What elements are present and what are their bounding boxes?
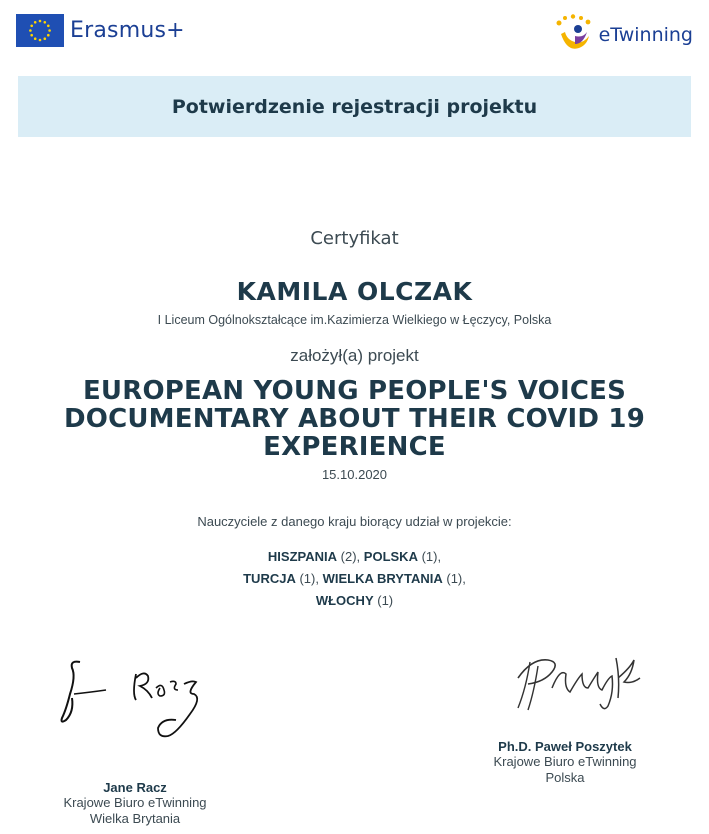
country-item: POLSKA (1), <box>363 549 442 564</box>
recipient-name: KAMILA OLCZAK <box>236 277 473 306</box>
country-count: (1) <box>299 571 316 586</box>
country-name: WIELKA BRYTANIA <box>322 571 443 586</box>
countries-line <box>0 568 709 590</box>
banner-title: Potwierdzenie rejestracji projektu <box>171 95 538 118</box>
country-count: (1) <box>421 549 438 564</box>
signatory-name: Ph.D. Paweł Poszytek <box>498 739 632 754</box>
country-item: HISZPANIA (2), <box>267 549 361 564</box>
country-name: HISZPANIA <box>267 549 338 564</box>
country-count: (1) <box>377 593 394 608</box>
country-name: WŁOCHY <box>315 593 374 608</box>
country-name: TURCJA <box>243 571 296 586</box>
country-count: (1) <box>446 571 463 586</box>
signature-left-image <box>52 654 212 754</box>
signatory-name: Jane Racz <box>103 780 167 795</box>
title-banner <box>18 76 691 137</box>
school-name: I Liceum Ogólnokształcące im.Kazimierza Wielkiego w Łęczycy, Polska <box>157 313 552 327</box>
country-item: WIELKA BRYTANIA (1), <box>322 571 466 586</box>
signatory-organization: Krajowe Biuro eTwinning <box>63 795 207 810</box>
signatory-organization: Krajowe Biuro eTwinning <box>493 754 637 769</box>
erasmus-wordmark: Erasmus+ <box>70 18 185 43</box>
country-count: (2) <box>340 549 357 564</box>
country-name: POLSKA <box>363 549 418 564</box>
countries-list <box>0 546 709 612</box>
project-title: EUROPEAN YOUNG PEOPLE'S VOICES DOCUMENTARY ABOUT THEIR COVID 19 EXPERIENCE <box>63 376 646 462</box>
erasmus-logo <box>16 14 185 47</box>
country-item: TURCJA (1), <box>243 571 319 586</box>
countries-line <box>0 590 709 612</box>
project-date: 15.10.2020 <box>321 467 388 482</box>
teachers-intro: Nauczyciele z danego kraju biorący udział w projekcie: <box>197 514 512 529</box>
signatory-right <box>470 739 660 786</box>
certificate-label: Certyfikat <box>310 228 399 249</box>
etwinning-wordmark: eTwinning <box>598 24 693 46</box>
eu-flag-icon <box>16 14 64 47</box>
signatory-left <box>40 780 230 827</box>
signatory-country: Wielka Brytania <box>89 811 181 826</box>
etwinning-logo <box>553 14 693 56</box>
signatory-country: Polska <box>545 770 585 785</box>
country-item <box>316 593 393 608</box>
etwinning-stars-icon <box>553 14 597 56</box>
signature-right-image <box>508 648 648 718</box>
founded-project-text: założył(a) projekt <box>290 346 419 365</box>
countries-line <box>0 546 709 568</box>
